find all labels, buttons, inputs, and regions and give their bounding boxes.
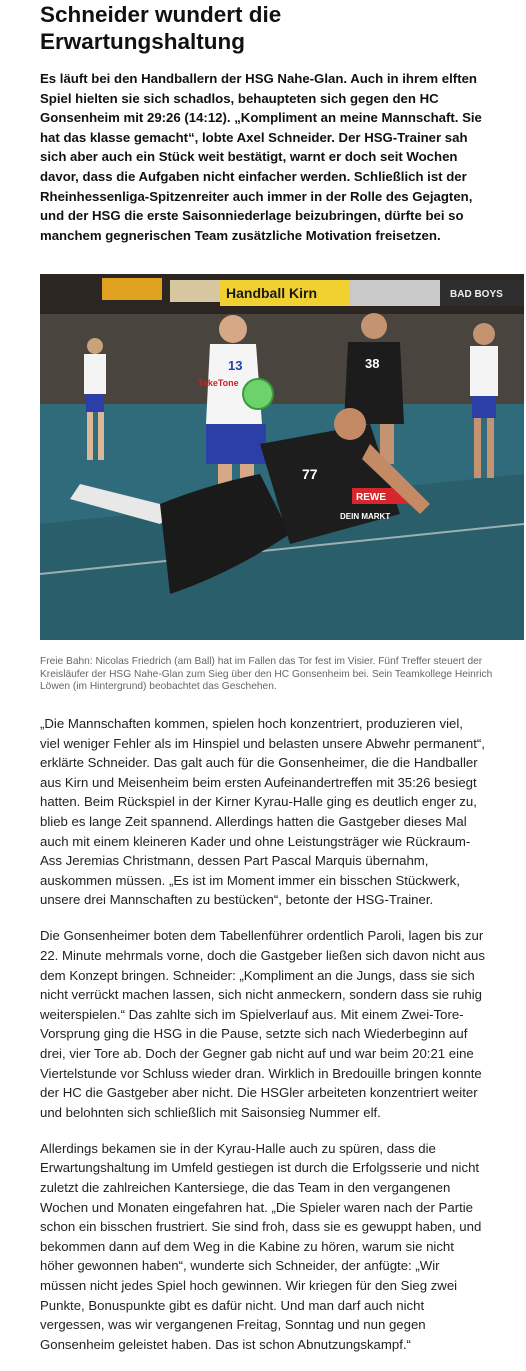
article-header (40, 0, 486, 245)
svg-text:TakeTone: TakeTone (198, 378, 239, 388)
svg-text:13: 13 (228, 358, 243, 373)
svg-text:Handball Kirn: Handball Kirn (226, 285, 318, 301)
svg-text:77: 77 (302, 466, 318, 482)
body-paragraph: Die Gonsenheimer boten dem Tabellenführer ordentlich Paroli, lagen bis zur 22. Minute mehrmals vorne, doch die Gastgeber ließen sich davon nicht aus dem Konzept bringen. Schneider: „Kompliment an die Jungs, dass sie sich nicht verrückt machen lassen, sich nicht anmeckern, sondern dass sie ruhig weiterspielen.“ Das zahlte sich im Spielverlauf aus. Mit einem Zwei-Tore-Vorsprung ging die HSG in die Pause, setzte sich nach Wiederbeginn auf drei, vier Tore ab. Doch der Gegner gab nicht auf und war beim 20:21 eine Viertelstunde vor Schluss wieder dran. Wirklich in Bredouille bringen konnte der HC die Gastgeber aber nicht. Die HSGler arbeiteten konzentriert weiter und belohnten sich schließlich mit Saisonsieg Nummer elf. (40, 928, 485, 1120)
body-paragraph: Allerdings bekamen sie in der Kyrau-Halle auch zu spüren, dass die Erwartungshaltung im Umfeld gestiegen ist durch die Erfolgsserie und nicht zuletzt die zahlreichen Kantersiege, die das Team in den vergangenen Wochen und Monaten eingefahren hat. „Die Spieler waren nach der Partie schon ein bisschen frustriert. Sie sind froh, dass sie es gewuppt haben, und bekommen dann auf dem Weg in die Kabine zu hören, warum sie nicht höher gewonnen haben“, wunderte sich Schneider, der anfügte: „Wir müssen nicht jedes Spiel hoch gewinnen. Wir kriegen für den Sieg zwei Punkte, Bonuspunkte gibt es dafür nicht. Und man darf auch nicht vergessen, was wir vergangenen Freitag, Sonntag und nun gegen Gonsenheim geleistet haben. Das ist schon Abnutzungskampf.“ (40, 1140, 482, 1352)
headline: Schneider wundert die Erwartungshaltung (40, 2, 282, 54)
lead-paragraph: Es läuft bei den Handballern der HSG Nahe-Glan. Auch in ihrem elften Spiel hielten sie sich schadlos, behaupteten sich gegen den HC Gonsenheim mit 29:26 (14:12). „Kompliment an meine Mannschaft. Sie hat das klasse gemacht“, lobte Axel Schneider. Der HSG-Trainer sah sich aber auch ein Stück weit bestätigt, warnt er doch seit Wochen davor, dass die Aufgaben nicht einfacher werden. Schließlich ist der Rheinhessenliga-Spitzenreiter auch immer in der Rolle des Gejagten, und der HSG die erste Saisonniederlage beizubringen, dürfte bei so manchem gegnerischen Team zusätzliche Motivation freisetzen. (40, 71, 482, 243)
svg-text:REWE: REWE (356, 492, 386, 503)
article-body (40, 714, 486, 1371)
handball-scene-illustration (40, 274, 524, 640)
body-paragraph: „Die Mannschaften kommen, spielen hoch konzentriert, produzieren viel, viel weniger Fehler als im Hinspiel und belasten unsere Abwehr permanent“, erklärte Schneider. Das galt auch für die Gonsenheimer, die die Handballer aus Kirn und Meisenheim beim ersten Aufeinandertreffen mit 35:26 besiegt hatten. Beim Rückspiel in der Kirner Kyrau-Halle ging es deutlich enger zu, blieb es lange Zeit spannend. Allerdings hatten die Gastgeber dieses Mal auch mit einem kleineren Kader und ohne Leistungsträger wie Rückraum-Ass Jeremias Christmann, dessen Part Pascal Marquis übernahm, auskommen müssen. „Es ist im Moment immer ein bisschen Stückwerk, unsere drei Mannschaften zu bestücken“, betonte der HSG-Trainer. (40, 716, 485, 908)
svg-text:DEIN MARKT: DEIN MARKT (340, 512, 391, 521)
svg-text:BAD BOYS: BAD BOYS (450, 289, 503, 300)
svg-text:38: 38 (365, 356, 380, 371)
photo-caption: Freie Bahn: Nicolas Friedrich (am Ball) hat im Fallen das Tor fest im Visier. Fünf Treffer steuert der Kreisläufer der HSG Nahe-Glan zum Sieg über den HC Gonsenheim bei. Sein Teamkollege Heinrich Löwen (im Hintergrund) beobachtet das Geschehen. (40, 656, 493, 693)
article-photo (40, 274, 524, 640)
